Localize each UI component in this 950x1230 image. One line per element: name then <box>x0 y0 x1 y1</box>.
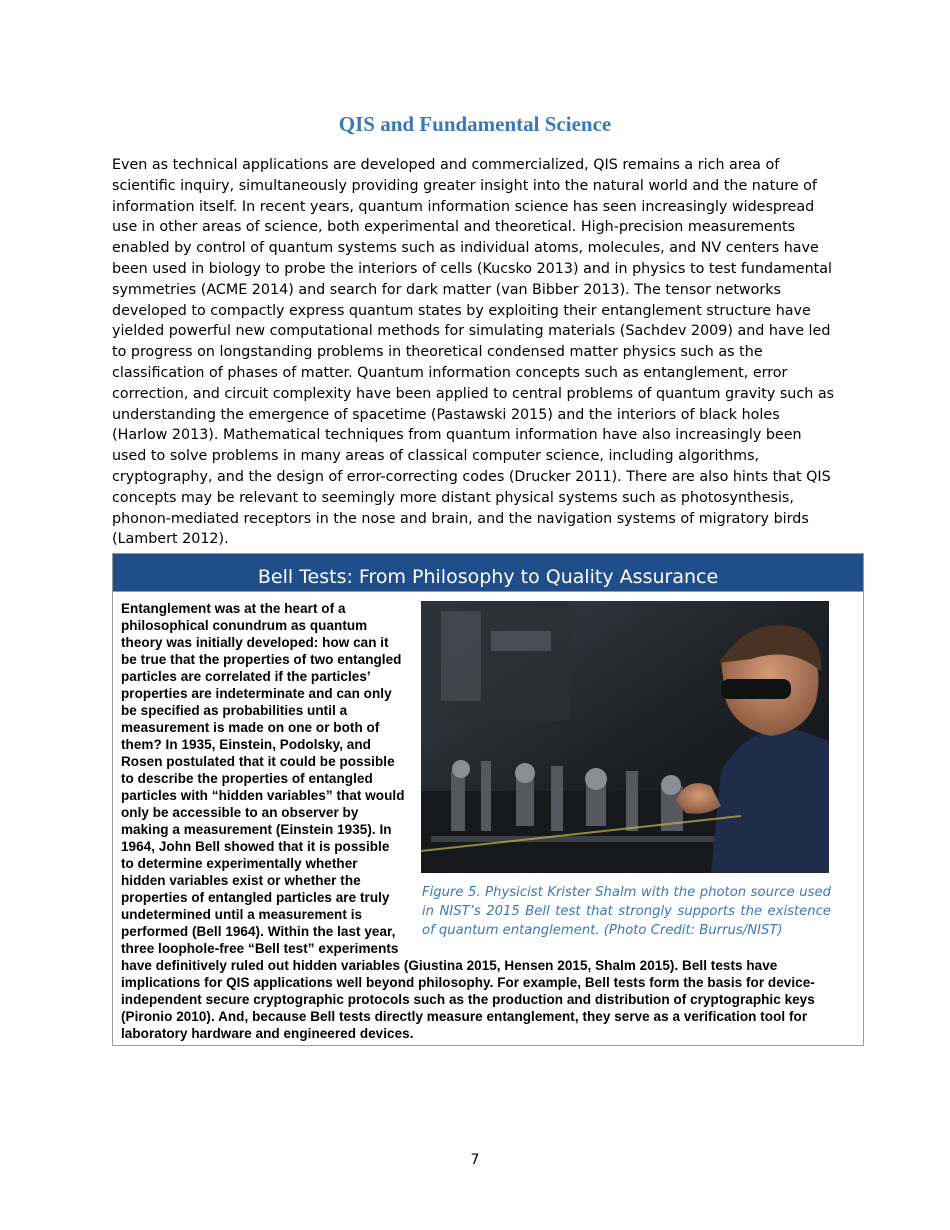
sidebar-title: Bell Tests: From Philosophy to Quality Assurance <box>113 554 863 592</box>
figure-caption: Figure 5. Physicist Krister Shalm with the photon source used in NIST’s 2015 Bell test that strongly supports the existence of quantum entanglement. (Photo Credit: Burrus/NIST) <box>422 885 831 938</box>
page-number: 7 <box>470 1152 480 1168</box>
sidebar-box <box>112 553 864 1046</box>
body-paragraph: Even as technical applications are developed and commercialized, QIS remains a rich area of scientific inquiry, simultaneously providing greater insight into the natural world and the nature of information itself. In recent years, quantum information science has seen increasingly widespread use in other areas of science, both experimental and theoretical. High-precision measurements enabled by control of quantum systems such as individual atoms, molecules, and NV centers have been used in biology to probe the interiors of cells (Kucsko 2013) and in physics to test fundamental symmetries (ACME 2014) and search for dark matter (van Bibber 2013). The tensor networks developed to compactly express quantum states by exploiting their entanglement structure have yielded powerful new computational methods for simulating materials (Sachdev 2009) and have led to progress on longstanding problems in theoretical condensed matter physics such as the classification of phases of matter. Quantum information concepts such as entanglement, error correction, and circuit complexity have been applied to central problems of quantum gravity such as understanding the emergence of spacetime (Pastawski 2015) and the interiors of black holes (Harlow 2013). Mathematical techniques from quantum information have also increasingly been used to solve problems in many areas of classical computer science, including algorithms, cryptography, and the design of error-correcting codes (Drucker 2011). There are also hints that QIS concepts may be relevant to seemingly more distant physical systems such as photosynthesis, phonon-mediated receptors in the nose and brain, and the navigation systems of migratory birds (Lambert 2012). <box>112 157 835 548</box>
figure <box>421 601 831 940</box>
sidebar-text: Entanglement was at the heart of a philosophical conundrum as quantum theory was initially developed: how can it be true that the properties of two entangled particles are correlated if the particles’ properties are indeterminate and can only be specified as probabilities until a measurement is made on one or both of them? In 1935, Einstein, Podolsky, and Rosen postulated that it could be possible to describe the properties of entangled particles with “hidden variables” that would only be accessible to an observer by making a measurement (Einstein 1935). In 1964, John Bell showed that it is possible to determine experimentally whether hidden variables exist or whether the properties of entangled particles are truly undetermined until a measurement is performed (Bell 1964). Within the last year, three loophole-free “Bell test” experiments have definitively ruled out hidden variables (Giustina 2015, Hensen 2015, Shalm 2015). Bell tests have implications for QIS applications well beyond philosophy. For example, Bell tests form the basis for device-independent secure cryptographic protocols such as the production and distribution of cryptographic keys (Pironio 2010). And, because Bell tests directly measure entanglement, they serve as a verification tool for laboratory hardware and engineered devices. <box>121 601 815 1041</box>
section-title: QIS and Fundamental Science <box>338 112 612 136</box>
sidebar-body <box>113 592 863 1042</box>
lab-photo <box>421 601 829 873</box>
